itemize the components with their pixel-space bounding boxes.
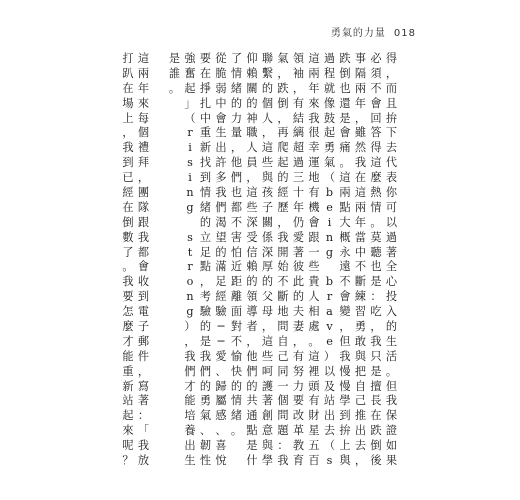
text-column: 氣 ， 跌 倒 ， 再 爬 起 的 經 歷 ， 我 開 始 不 斷 地 問 自 己 同 一 個 問 題 ： 我	[277, 52, 289, 468]
book-title: 勇氣的力量	[330, 28, 386, 39]
text-column: 跌 倒 也 還 是 會 痛 。 這 兩 點 大 概 永 遠 不 會 變 ， 但 我 慢 慢 學 到 拚 上 與	[339, 52, 351, 468]
page-number: 018	[393, 28, 416, 39]
text-column: 得 ， 而 且 拚 下 去 代 表 你 可 以 過 著 全 心 投 入 的 生 活 。 但 我 保 證 如 果	[385, 52, 398, 468]
text-column: 從 脆 弱 中 會 生 出 許 多 我 們 渴 望 的 滿 足 經 驗 ─ ─ 愛 、 歸 屬 感 、 喜 悅	[215, 52, 227, 468]
text-column: 是 誰 。	[168, 52, 181, 95]
text-column: 這 兩 年 來 每 個 禮 拜 ， 團 隊 跟 我 都 會 收 到 電 子 郵 件 ， 寫 著 ： 「 我 放	[137, 52, 150, 468]
text-column: 過 程 就 像 鼓 起 勇 氣 （ b e i n g b r a v e ） 以 及 站 出 去 （ s	[323, 52, 336, 468]
text-column: 仰 賴 關 的 神 職 人 員 ， 這 些 深 受 信 賴 的 領 導 者 ， 他 們 的 共 通 點 是 什	[246, 52, 258, 468]
text-column: 強 奮 起 」 （ r i s i n g s t r o n g ） ， 我 們 才 能 培 養 出 生	[184, 52, 196, 468]
text-column: 聯 繫 的 個 人 ， 這 些 與 孩 子 關 係 深 厚 的 父 母 ， 這 些 呵 護 著 創 意 與 學	[261, 52, 274, 468]
vertical-text-body	[120, 52, 398, 472]
text-column: 這 兩 年 來 我 很 幸 運 地 有 機 會 跟 一 些 貴 人 相 處 。 這 裡 頭 有 財 星 五 百	[308, 52, 320, 468]
running-header	[331, 24, 416, 39]
text-column: 了 情 緒 的 力 量 ， 他 們 也 都 不 害 怕 近 距 離 面 對 不 愉 快 的 情 緒 。	[230, 52, 243, 438]
text-column: 打 趴 在 場 上 ， 我 到 已 經 在 倒 數 了 。 我 要 怎 麼 才 能 重 新 站 起 來 呢 ？	[122, 52, 134, 468]
text-column: 必 須 不 會 回 答 得 這 麼 熱 情 。 莫 聽 也 是 ： 吃 ， 我 只 是 擅 長 在 跌 倒 後	[370, 52, 382, 468]
text-column: 要 在 掙 扎 中 重 新 找 到 情 緒 的 立 足 點 ， 考 驗 的 是 我 們 的 勇 氣 、 韌 性	[199, 52, 212, 468]
text-column: 領 袖 ， 有 結 縭 超 過 三 十 年 仍 愛 著 彼 此 的 夫 妻 ， 有 努 力 要 改 革 教 育	[292, 52, 305, 468]
text-column: 事 隔 兩 年 ， 雖 然 我 在 這 兩 年 當 中 不 斷 練 習 勇 敢 與 把 自 己 推 出 去 ，	[354, 52, 367, 468]
